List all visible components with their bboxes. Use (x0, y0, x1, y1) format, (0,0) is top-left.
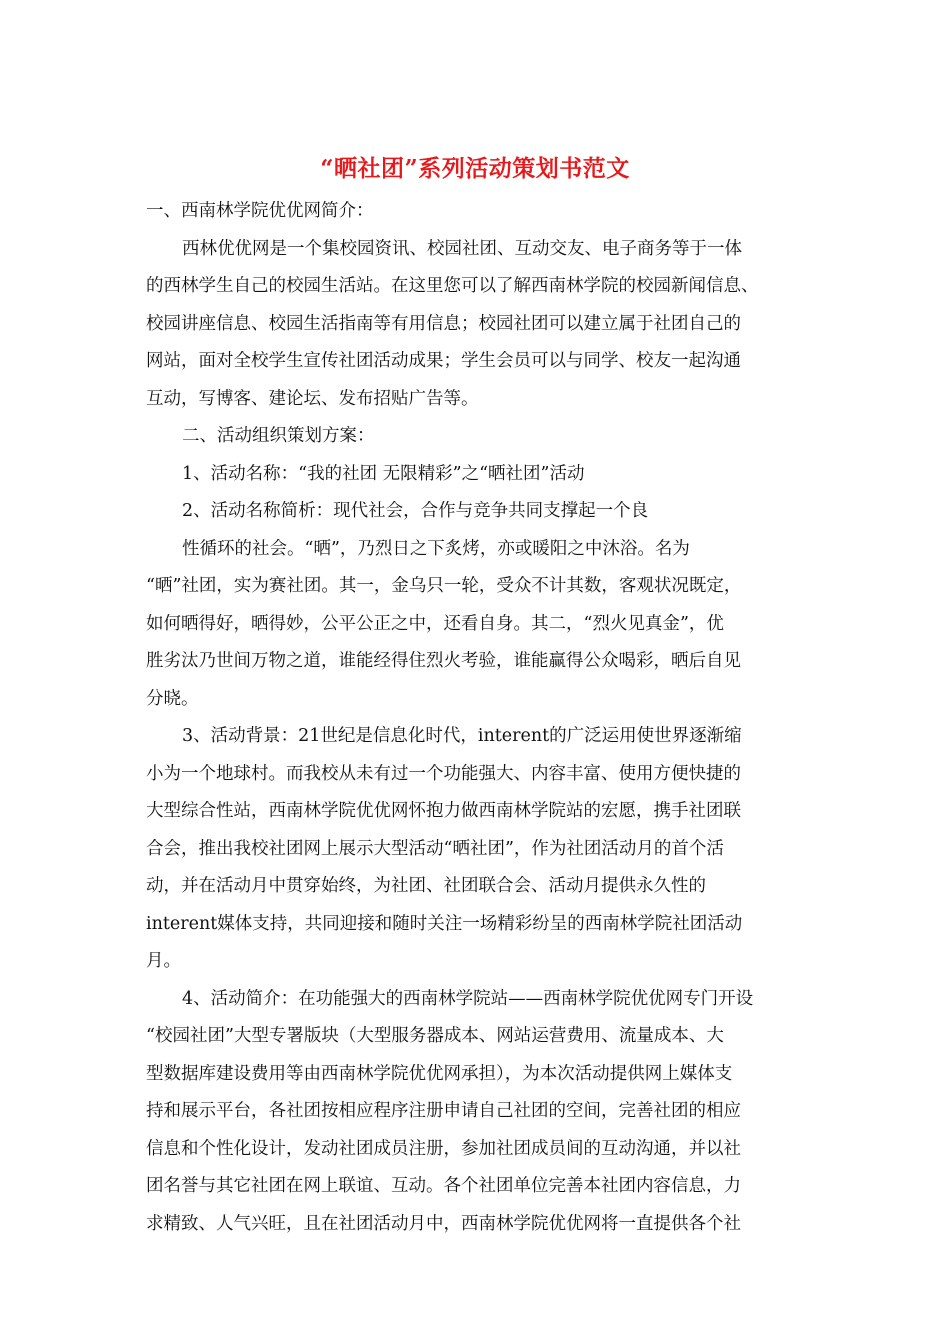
text-line: 小为一个地球村。而我校从未有过一个功能强大、内容丰富、使用方便快捷的 (146, 763, 741, 784)
text-line: 3、活动背景：21世纪是信息化时代，interent的广泛运用使世界逐渐缩 (182, 726, 742, 746)
text-line: 互动，写博客、建论坛、发布招贴广告等。 (146, 388, 479, 409)
text-line: 如何晒得好，晒得妙，公平公正之中，还看自身。其二，“烈火见真金”，优 (146, 613, 724, 634)
text-line: 一、西南林学院优优网简介： (146, 201, 374, 221)
text-line: 求精致、人气兴旺，且在社团活动月中，西南林学院优优网将一直提供各个社 (146, 1213, 741, 1234)
text-line: 2、活动名称简析：现代社会，合作与竞争共同支撑起一个良 (182, 501, 649, 521)
text-line: 西林优优网是一个集校园资讯、校园社团、互动交友、电子商务等于一体 (182, 238, 742, 259)
text-line: “校园社团”大型专署版块（大型服务器成本、网站运营费用、流量成本、大 (146, 1026, 724, 1046)
text-line: 性循环的社会。“晒”，乃烈日之下炙烤，亦或暖阳之中沐浴。名为 (182, 538, 690, 559)
text-line: 团名誉与其它社团在网上联谊、互动。各个社团单位完善本社团内容信息，力 (146, 1176, 741, 1196)
document-title: “晒社团”系列活动策划书范文 (320, 155, 630, 182)
text-line: 月。 (146, 951, 181, 971)
text-line: interent媒体支持，共同迎接和随时关注一场精彩纷呈的西南林学院社团活动 (146, 913, 743, 934)
text-line: 大型综合性站，西南林学院优优网怀抱力做西南林学院站的宏愿，携手社团联 (146, 801, 741, 821)
text-line: 校园讲座信息、校园生活指南等有用信息；校园社团可以建立属于社团自己的 (146, 313, 741, 334)
text-line: 分晓。 (146, 688, 199, 709)
text-line: 信息和个性化设计，发动社团成员注册，参加社团成员间的互动沟通，并以社 (146, 1138, 741, 1159)
text-line: 动，并在活动月中贯穿始终，为社团、社团联合会、活动月提供永久性的 (146, 876, 706, 896)
text-line: 4、活动简介：在功能强大的西南林学院站——西南林学院优优网专门开设 (182, 988, 754, 1009)
document-body (146, 193, 806, 1243)
text-line: 胜劣汰乃世间万物之道，谁能经得住烈火考验，谁能赢得公众喝彩，晒后自见 (146, 651, 741, 671)
text-line: 的西林学生自己的校园生活站。在这里您可以了解西南林学院的校园新闻信息、 (146, 276, 759, 296)
text-line: 网站，面对全校学生宣传社团活动成果；学生会员可以与同学、校友一起沟通 (146, 351, 741, 371)
text-line: 持和展示平台，各社团按相应程序注册申请自己社团的空间，完善社团的相应 (146, 1101, 741, 1121)
text-line: 合会，推出我校社团网上展示大型活动“晒社团”，作为社团活动月的首个活 (146, 838, 724, 859)
text-line: “晒”社团，实为赛社团。其一，金乌只一轮，受众不计其数，客观状况既定， (146, 576, 742, 596)
text-line: 1、活动名称：“我的社团 无限精彩”之“晒社团”活动 (182, 463, 585, 484)
text-line: 型数据库建设费用等由西南林学院优优网承担），为本次活动提供网上媒体支 (146, 1063, 733, 1084)
text-line: 二、活动组织策划方案： (182, 426, 375, 446)
